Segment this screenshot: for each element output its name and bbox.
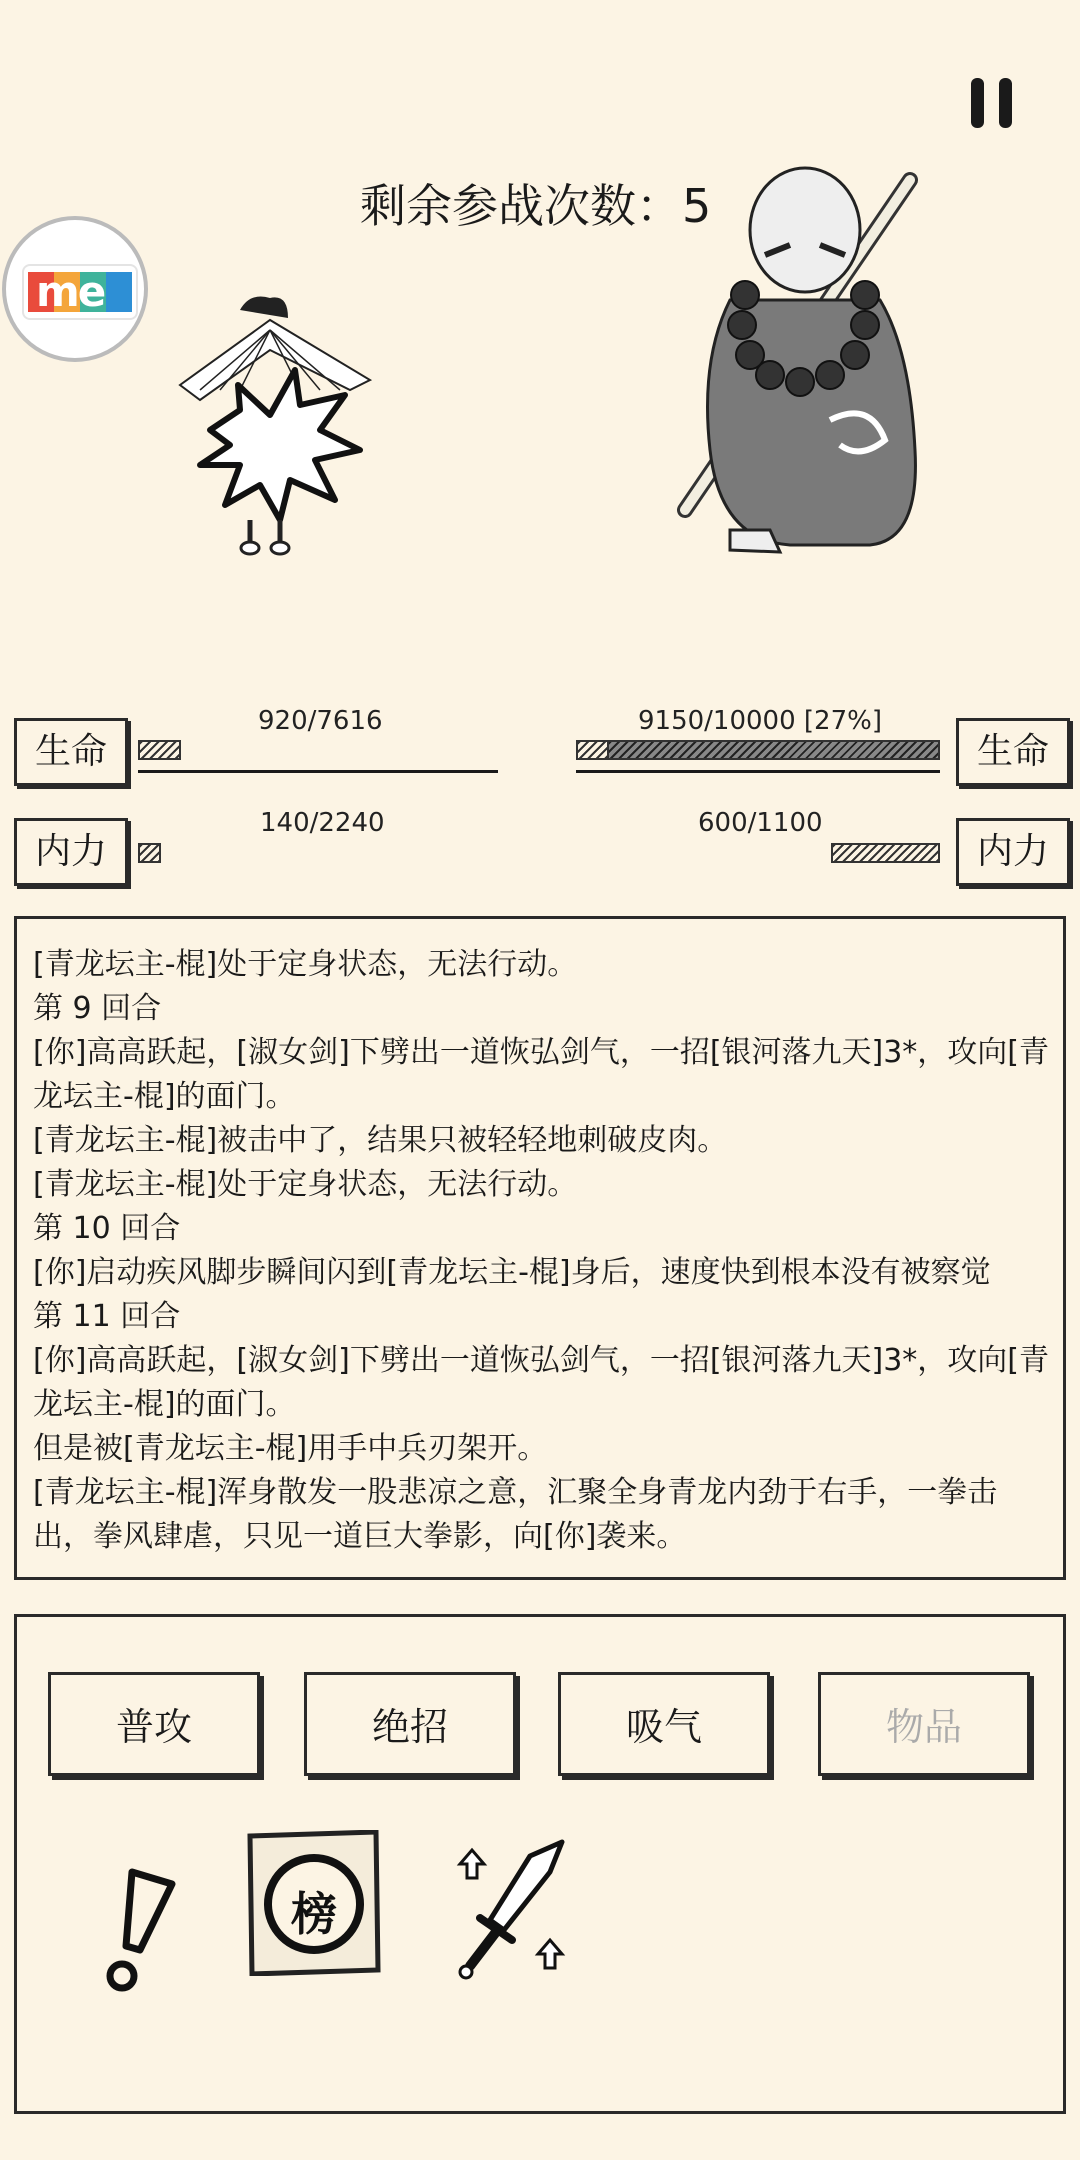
log-line: [青龙坛主-棍]被击中了，结果只被轻轻地刺破皮肉。 — [33, 1123, 728, 1158]
battle-count-label: 剩余参战次数：5 — [360, 179, 712, 233]
ultimate-button[interactable]: 绝招 — [304, 1672, 516, 1776]
log-line: [青龙坛主-棍]浑身散发一股悲凉之意，汇聚全身青龙内劲于右手，一拳击出，拳风肆虐，只见一道巨大拳影，向[你]袭来。 — [33, 1475, 998, 1554]
player-hp-underline — [138, 770, 498, 773]
enemy-hp-underline — [576, 770, 940, 773]
log-line: [你]高高跃起，[淑女剑]下劈出一道恢弘剑气，一招[银河落九天]3*，攻向[青龙坛主-棍]的面门。 — [33, 1035, 1050, 1114]
log-line: [你]高高跃起，[淑女剑]下劈出一道恢弘剑气，一招[银河落九天]3*，攻向[青龙坛主-棍]的面门。 — [33, 1343, 1050, 1422]
log-line: [青龙坛主-棍]处于定身状态，无法行动。 — [33, 1167, 578, 1202]
battle-log-content — [33, 943, 1053, 1559]
ranking-button[interactable] — [246, 1830, 382, 1976]
enemy-mp-text: 600/1100 — [698, 808, 823, 838]
ranking-label: 榜 — [291, 1887, 337, 1941]
player-mp-label: 内力 — [14, 818, 128, 886]
player-hp-track — [138, 740, 498, 760]
enemy-mp-bar — [831, 843, 940, 863]
enemy-hp-bar — [607, 740, 940, 760]
log-line: [青龙坛主-棍]处于定身状态，无法行动。 — [33, 947, 578, 982]
player-mp-bar — [138, 843, 161, 863]
log-line: 第 9 回合 — [33, 991, 162, 1026]
sword-upgrade-icon[interactable] — [450, 1836, 580, 1986]
player-hp-text: 920/7616 — [258, 706, 383, 736]
enemy-character — [670, 160, 930, 560]
log-line: [你]启动疾风脚步瞬间闪到[青龙坛主-棍]身后，速度快到根本没有被察觉 — [33, 1255, 991, 1290]
player-hp-bar — [138, 740, 181, 760]
player-mp-text: 140/2240 — [260, 808, 385, 838]
player-mp-track — [138, 843, 498, 863]
player-hp-label: 生命 — [14, 718, 128, 786]
player-character — [170, 290, 390, 560]
battle-log[interactable] — [14, 916, 1066, 1580]
enemy-hp-track — [576, 740, 940, 760]
me-logo-button[interactable] — [2, 216, 148, 362]
log-line: 第 10 回合 — [33, 1211, 181, 1246]
logo-text: me — [36, 267, 105, 316]
breathe-button[interactable]: 吸气 — [558, 1672, 770, 1776]
enemy-mp-track — [740, 843, 940, 863]
pause-button[interactable] — [965, 78, 1025, 128]
log-line: 但是被[青龙坛主-棍]用手中兵刃架开。 — [33, 1431, 548, 1466]
enemy-mp-label: 内力 — [956, 818, 1070, 886]
items-button[interactable]: 物品 — [818, 1672, 1030, 1776]
enemy-hp-label: 生命 — [956, 718, 1070, 786]
enemy-hp-text: 9150/10000 [27%] — [638, 706, 882, 736]
attack-button[interactable]: 普攻 — [48, 1672, 260, 1776]
exclamation-icon[interactable] — [92, 1862, 182, 1992]
log-line: 第 11 回合 — [33, 1299, 181, 1334]
